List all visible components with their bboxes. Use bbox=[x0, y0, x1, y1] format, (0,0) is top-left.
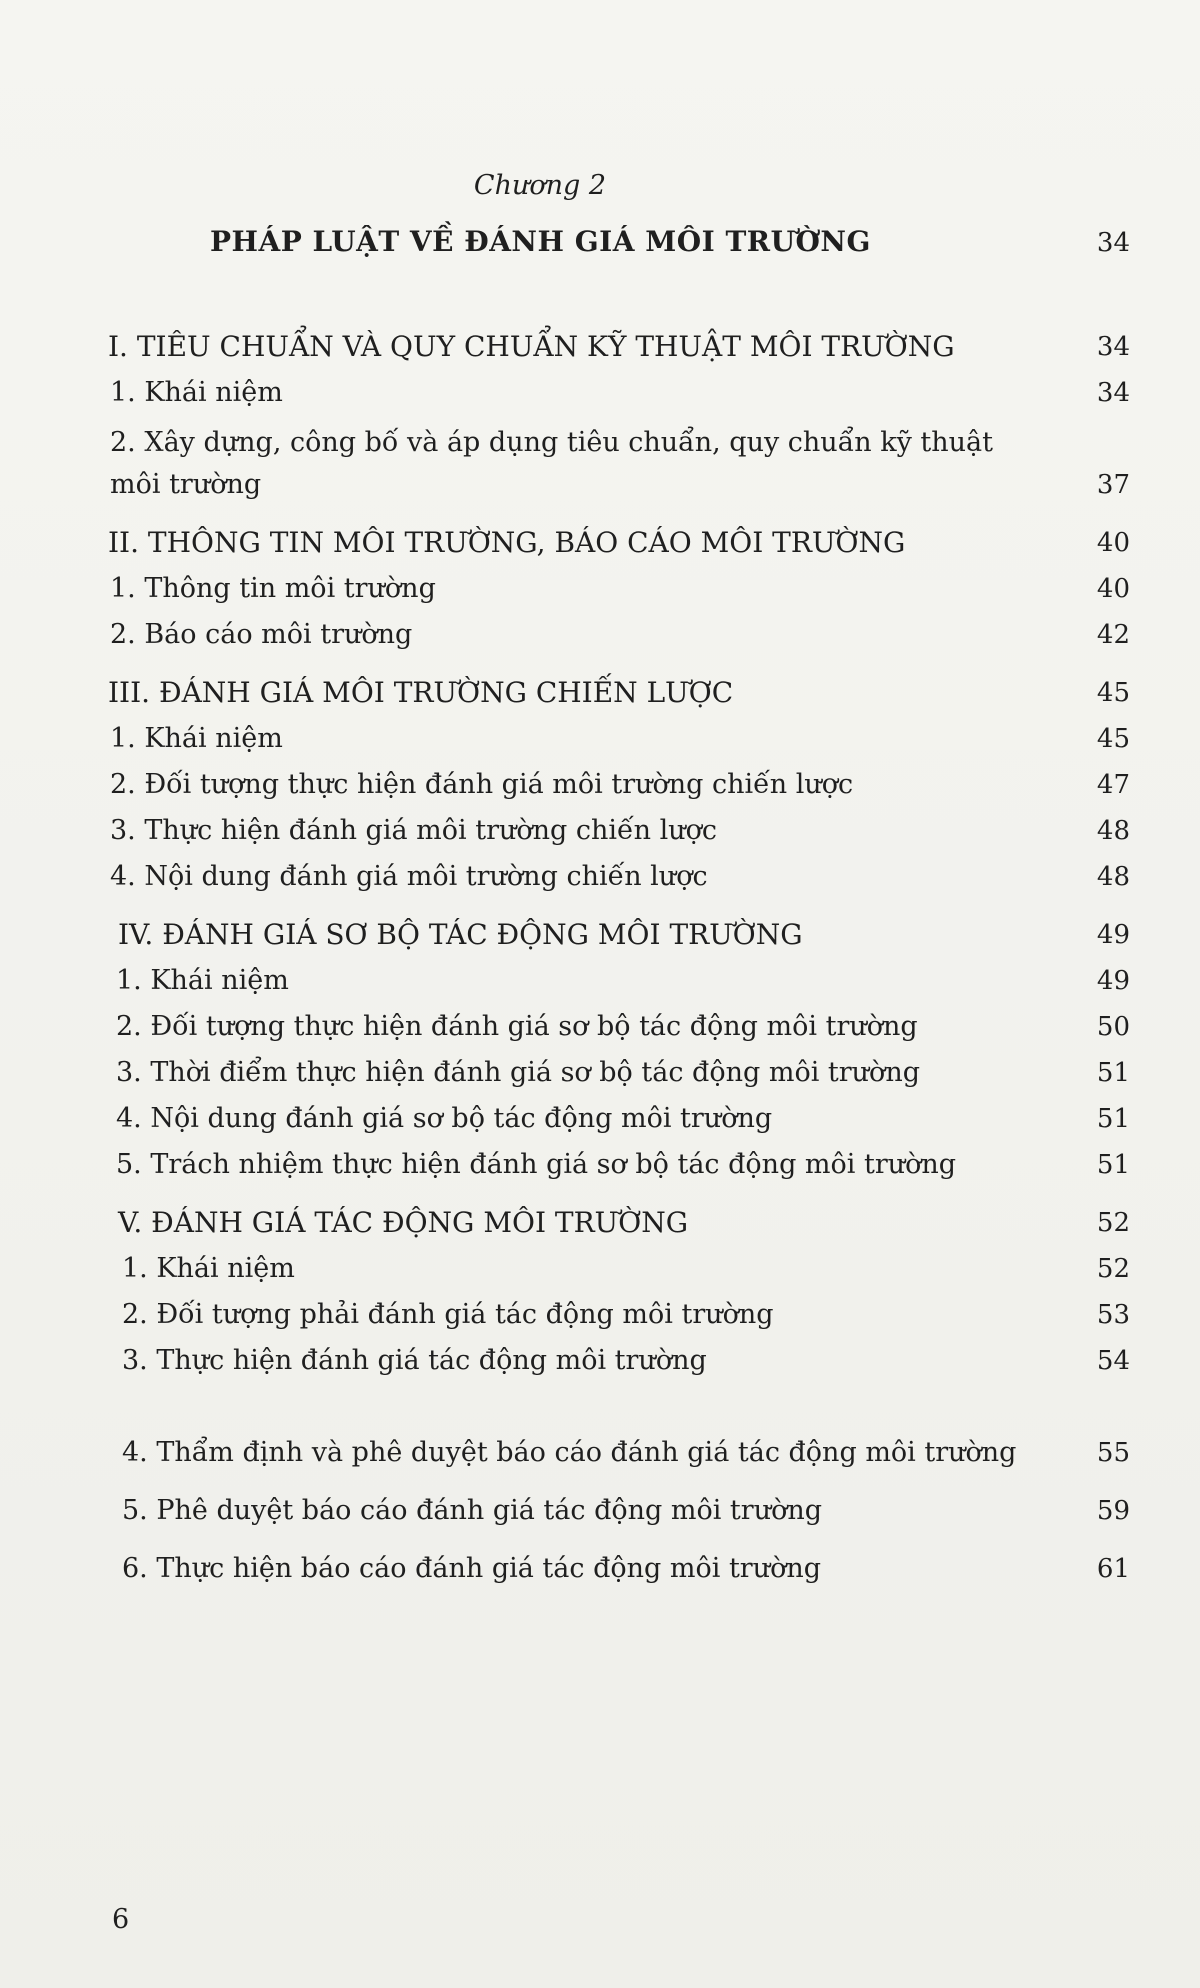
toc-entry-page-number: 55 bbox=[1096, 1438, 1130, 1468]
toc-item bbox=[108, 1244, 1130, 1290]
toc-entry-page-number: 37 bbox=[1096, 470, 1130, 500]
toc-section bbox=[108, 1186, 1130, 1244]
toc-entry-page-number: 51 bbox=[1096, 1104, 1130, 1134]
toc-item bbox=[108, 1474, 1130, 1532]
toc-entry-label: 1. Khái niệm bbox=[110, 377, 283, 408]
toc-item bbox=[108, 368, 1130, 414]
toc-entry-page-number: 51 bbox=[1096, 1150, 1130, 1180]
toc-entry-page-number: 34 bbox=[1096, 332, 1130, 362]
toc-entry-page-number: 45 bbox=[1096, 724, 1130, 754]
toc-entry-label: 2. Đối tượng thực hiện đánh giá môi trường chiến lược bbox=[110, 769, 854, 800]
toc-item bbox=[108, 1532, 1130, 1590]
toc-entry-label: 5. Trách nhiệm thực hiện đánh giá sơ bộ tác động môi trường bbox=[116, 1149, 957, 1180]
toc-entry-label: II. THÔNG TIN MÔI TRƯỜNG, BÁO CÁO MÔI TRƯỜNG bbox=[108, 526, 906, 559]
toc-item bbox=[108, 852, 1130, 898]
toc-entry-label: 3. Thực hiện đánh giá tác động môi trường bbox=[122, 1345, 707, 1376]
toc-entry-label: 2. Báo cáo môi trường bbox=[110, 619, 413, 650]
toc-entry-page-number: 40 bbox=[1096, 528, 1130, 558]
toc-item bbox=[108, 956, 1130, 1002]
toc-entry-label: V. ĐÁNH GIÁ TÁC ĐỘNG MÔI TRƯỜNG bbox=[118, 1206, 689, 1239]
toc-entry-page-number: 61 bbox=[1096, 1554, 1130, 1584]
toc-entry-label: 4. Nội dung đánh giá sơ bộ tác động môi trường bbox=[116, 1103, 773, 1134]
toc-entry-label: 2. Đối tượng thực hiện đánh giá sơ bộ tác động môi trường bbox=[116, 1011, 918, 1042]
toc-item bbox=[108, 1382, 1130, 1474]
chapter-label: Chương 2 bbox=[473, 170, 607, 201]
toc-entry-page-number: 53 bbox=[1096, 1300, 1130, 1330]
toc-item bbox=[108, 1002, 1130, 1048]
toc-entry-page-number: 42 bbox=[1096, 620, 1130, 650]
toc-entry-page-number: 52 bbox=[1096, 1208, 1130, 1238]
toc-entry-label: 2. Xây dựng, công bố và áp dụng tiêu chuẩn, quy chuẩn kỹ thuật môi trường bbox=[110, 427, 993, 500]
toc-item bbox=[108, 1048, 1130, 1094]
toc-item bbox=[108, 610, 1130, 656]
toc-item bbox=[108, 760, 1130, 806]
toc-entry-page-number: 47 bbox=[1096, 770, 1130, 800]
toc-entry-label: 3. Thời điểm thực hiện đánh giá sơ bộ tác động môi trường bbox=[116, 1057, 920, 1088]
toc-entry-page-number: 51 bbox=[1096, 1058, 1130, 1088]
chapter-title: PHÁP LUẬT VỀ ĐÁNH GIÁ MÔI TRƯỜNG bbox=[210, 225, 871, 258]
toc-item bbox=[108, 1290, 1130, 1336]
chapter-title-row bbox=[210, 225, 1130, 258]
toc-entry-label: 1. Khái niệm bbox=[122, 1253, 295, 1284]
toc-entry-page-number: 45 bbox=[1096, 678, 1130, 708]
toc-item bbox=[108, 806, 1130, 852]
toc-entry-label: I. TIÊU CHUẨN VÀ QUY CHUẨN KỸ THUẬT MÔI TRƯỜNG bbox=[108, 330, 955, 363]
toc-item bbox=[108, 1140, 1130, 1186]
toc-item bbox=[108, 1336, 1130, 1382]
toc-item bbox=[108, 1094, 1130, 1140]
chapter-page-number: 34 bbox=[1096, 228, 1130, 258]
toc-entry-label: 1. Thông tin môi trường bbox=[110, 573, 436, 604]
footer-page-number: 6 bbox=[112, 1904, 130, 1935]
toc-section bbox=[108, 310, 1130, 368]
toc-entry-page-number: 59 bbox=[1096, 1496, 1130, 1526]
toc-entry-label: 1. Khái niệm bbox=[110, 723, 283, 754]
toc-item bbox=[108, 714, 1130, 760]
toc-entry-page-number: 48 bbox=[1096, 862, 1130, 892]
toc-entry-page-number: 49 bbox=[1096, 920, 1130, 950]
toc-section bbox=[108, 506, 1130, 564]
toc-entry-label: IV. ĐÁNH GIÁ SƠ BỘ TÁC ĐỘNG MÔI TRƯỜNG bbox=[118, 918, 803, 951]
toc-entry-label: 2. Đối tượng phải đánh giá tác động môi trường bbox=[122, 1299, 774, 1330]
toc-entry-label: 4. Nội dung đánh giá môi trường chiến lược bbox=[110, 861, 708, 892]
toc-section bbox=[108, 656, 1130, 714]
toc-entry-page-number: 50 bbox=[1096, 1012, 1130, 1042]
toc-entry-label: 1. Khái niệm bbox=[116, 965, 289, 996]
toc-entry-page-number: 48 bbox=[1096, 816, 1130, 846]
toc-entry-label: 3. Thực hiện đánh giá môi trường chiến lược bbox=[110, 815, 718, 846]
toc-entry-label: 6. Thực hiện báo cáo đánh giá tác động môi trường bbox=[122, 1553, 822, 1584]
toc-item bbox=[108, 564, 1130, 610]
toc-entry-page-number: 52 bbox=[1096, 1254, 1130, 1284]
toc-item bbox=[108, 414, 1130, 506]
toc-entry-page-number: 49 bbox=[1096, 966, 1130, 996]
toc-entry-page-number: 34 bbox=[1096, 378, 1130, 408]
toc-entry-label: 4. Thẩm định và phê duyệt báo cáo đánh giá tác động môi trường bbox=[122, 1437, 1017, 1468]
toc-entry-page-number: 54 bbox=[1096, 1346, 1130, 1376]
table-of-contents bbox=[108, 310, 1130, 1590]
toc-entry-page-number: 40 bbox=[1096, 574, 1130, 604]
toc-section bbox=[108, 898, 1130, 956]
toc-entry-label: 5. Phê duyệt báo cáo đánh giá tác động môi trường bbox=[122, 1495, 823, 1526]
toc-entry-label: III. ĐÁNH GIÁ MÔI TRƯỜNG CHIẾN LƯỢC bbox=[108, 676, 734, 709]
